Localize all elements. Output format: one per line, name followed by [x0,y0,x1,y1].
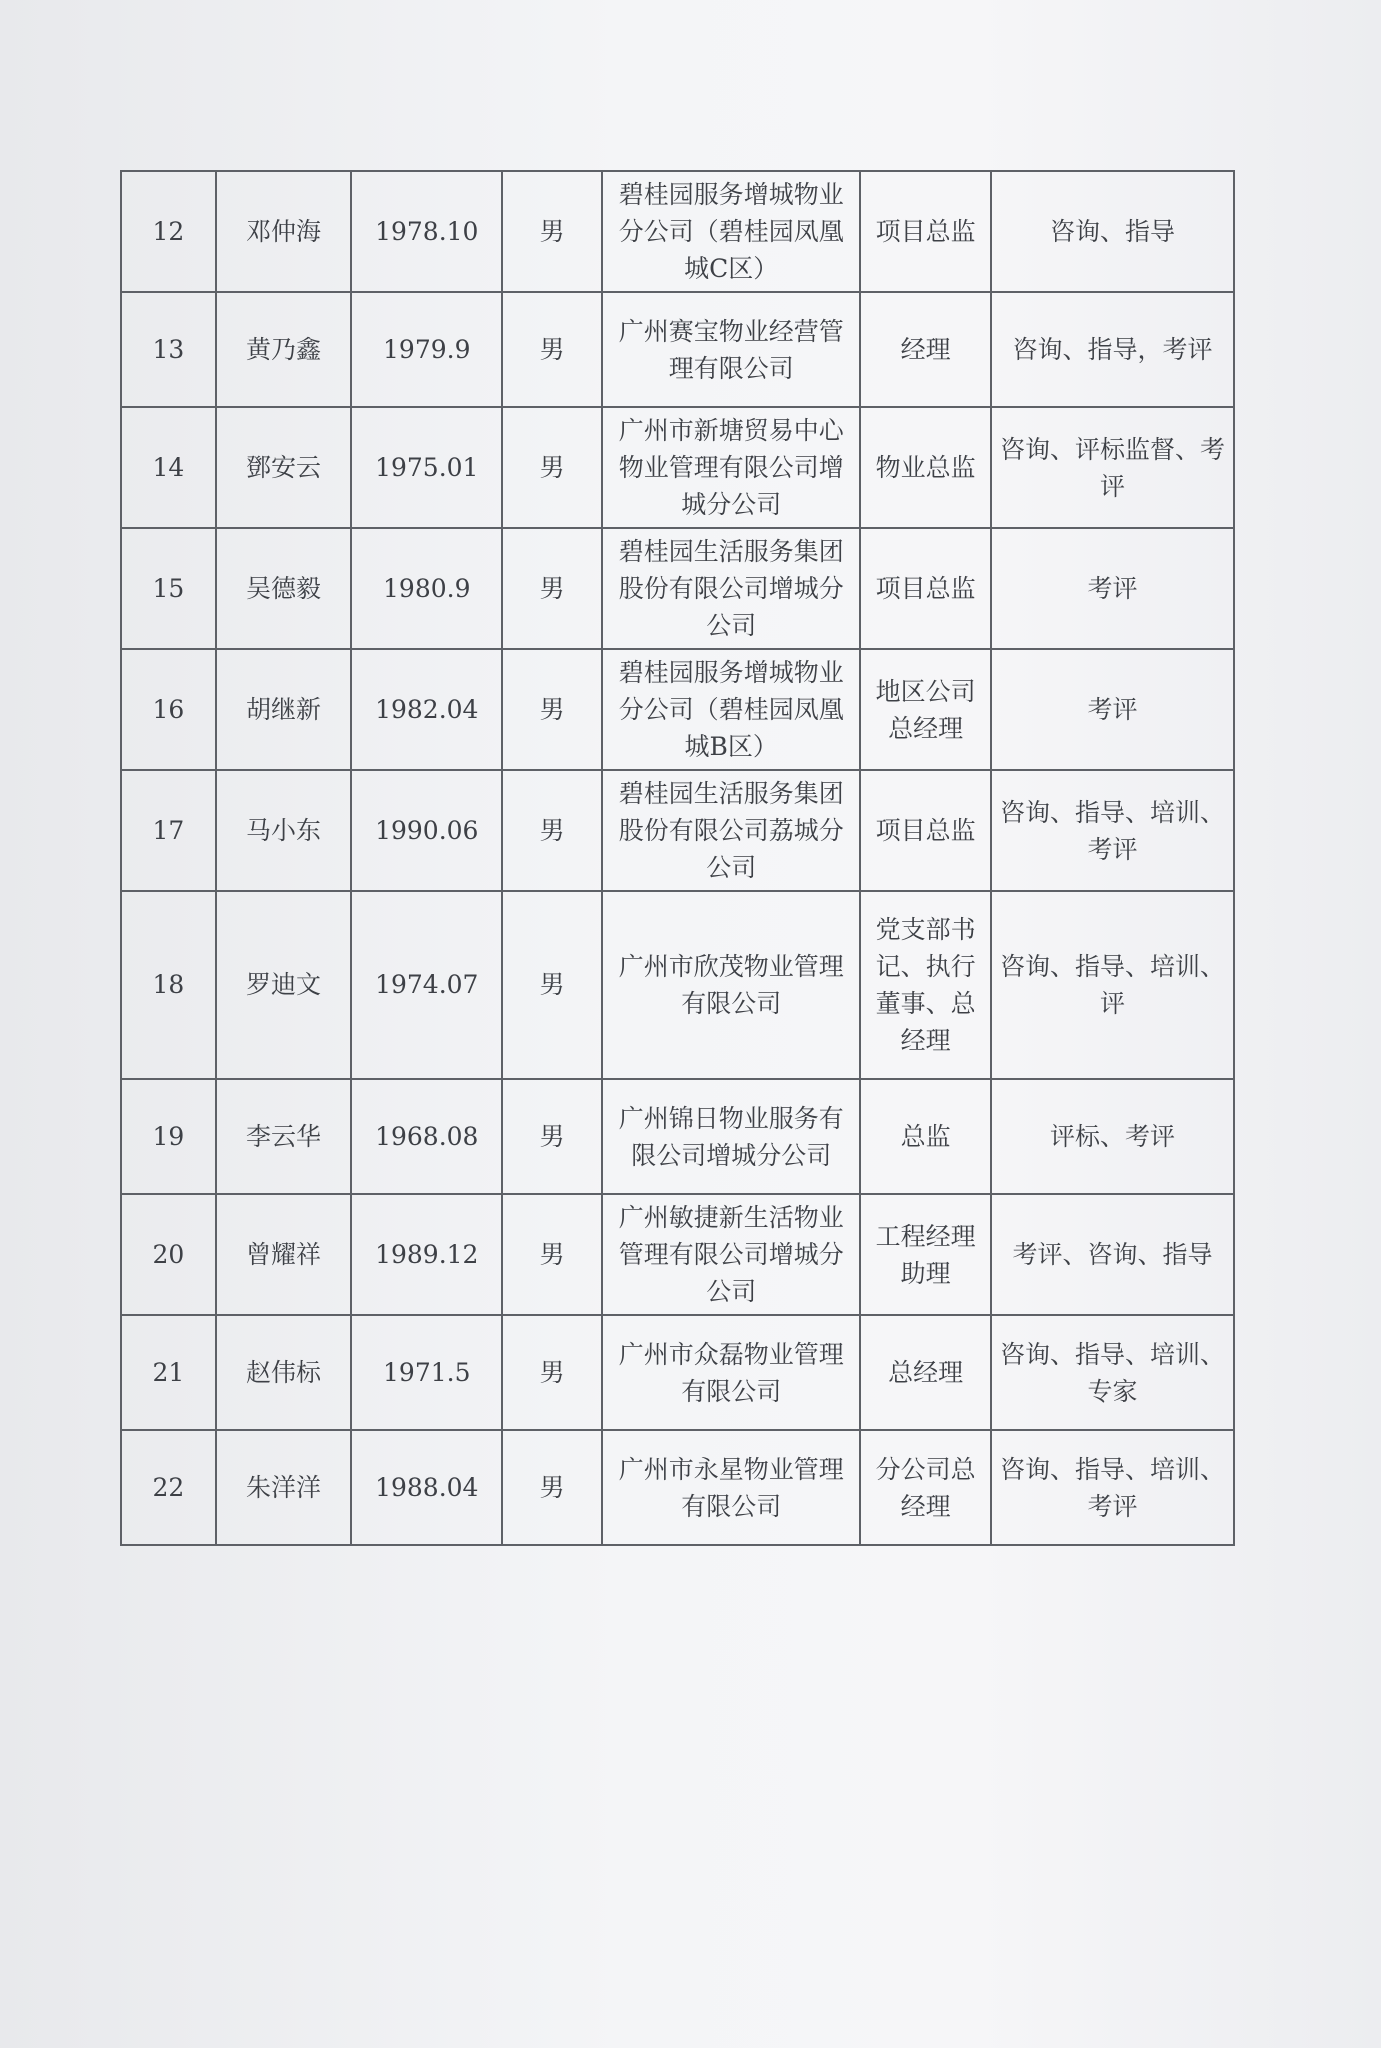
position: 项目总监 [860,770,991,891]
table-row [121,1315,1234,1430]
position: 经理 [860,292,991,407]
person-name: 赵伟标 [216,1315,352,1430]
birth-date: 1975.01 [351,407,502,528]
position: 项目总监 [860,171,991,292]
expert-role: 考评、咨询、指导 [991,1194,1234,1315]
person-name: 黄乃鑫 [216,292,352,407]
company: 广州赛宝物业经营管理有限公司 [602,292,860,407]
row-number: 14 [121,407,216,528]
expert-role: 咨询、指导、培训、考评 [991,770,1234,891]
company: 碧桂园服务增城物业分公司（碧桂园凤凰城B区） [602,649,860,770]
row-number: 20 [121,1194,216,1315]
table-row [121,1430,1234,1545]
row-number: 15 [121,528,216,649]
company: 广州敏捷新生活物业管理有限公司增城分公司 [602,1194,860,1315]
row-number: 13 [121,292,216,407]
company: 碧桂园服务增城物业分公司（碧桂园凤凰城C区） [602,171,860,292]
row-number: 17 [121,770,216,891]
expert-role: 评标、考评 [991,1079,1234,1194]
birth-date: 1980.9 [351,528,502,649]
birth-date: 1982.04 [351,649,502,770]
birth-date: 1974.07 [351,891,502,1079]
position: 党支部书记、执行董事、总经理 [860,891,991,1079]
gender: 男 [502,891,602,1079]
company: 广州市众磊物业管理有限公司 [602,1315,860,1430]
expert-role: 考评 [991,528,1234,649]
company: 广州市永星物业管理有限公司 [602,1430,860,1545]
person-name: 朱洋洋 [216,1430,352,1545]
company: 广州锦日物业服务有限公司增城分公司 [602,1079,860,1194]
expert-role: 考评 [991,649,1234,770]
birth-date: 1968.08 [351,1079,502,1194]
expert-table-container [120,170,1235,1546]
person-name: 吴德毅 [216,528,352,649]
gender: 男 [502,770,602,891]
table-row [121,1079,1234,1194]
birth-date: 1971.5 [351,1315,502,1430]
table-row [121,407,1234,528]
gender: 男 [502,1430,602,1545]
gender: 男 [502,1079,602,1194]
row-number: 16 [121,649,216,770]
company: 广州市欣茂物业管理有限公司 [602,891,860,1079]
row-number: 18 [121,891,216,1079]
position: 地区公司总经理 [860,649,991,770]
gender: 男 [502,649,602,770]
expert-role: 咨询、指导 [991,171,1234,292]
birth-date: 1979.9 [351,292,502,407]
person-name: 胡继新 [216,649,352,770]
gender: 男 [502,171,602,292]
birth-date: 1978.10 [351,171,502,292]
expert-role: 咨询、指导、培训、专家 [991,1315,1234,1430]
person-name: 鄧安云 [216,407,352,528]
birth-date: 1988.04 [351,1430,502,1545]
person-name: 曾耀祥 [216,1194,352,1315]
company: 碧桂园生活服务集团股份有限公司增城分公司 [602,528,860,649]
gender: 男 [502,1315,602,1430]
company: 广州市新塘贸易中心物业管理有限公司增城分公司 [602,407,860,528]
gender: 男 [502,407,602,528]
expert-role: 咨询、评标监督、考评 [991,407,1234,528]
expert-role: 咨询、指导，考评 [991,292,1234,407]
table-row [121,1194,1234,1315]
table-row [121,292,1234,407]
table-row [121,171,1234,292]
table-row [121,528,1234,649]
position: 总监 [860,1079,991,1194]
position: 分公司总经理 [860,1430,991,1545]
row-number: 19 [121,1079,216,1194]
expert-table [120,170,1235,1546]
table-row [121,770,1234,891]
person-name: 罗迪文 [216,891,352,1079]
position: 总经理 [860,1315,991,1430]
company: 碧桂园生活服务集团股份有限公司荔城分公司 [602,770,860,891]
expert-role: 咨询、指导、培训、考评 [991,1430,1234,1545]
birth-date: 1989.12 [351,1194,502,1315]
position: 工程经理助理 [860,1194,991,1315]
row-number: 22 [121,1430,216,1545]
person-name: 李云华 [216,1079,352,1194]
gender: 男 [502,1194,602,1315]
gender: 男 [502,292,602,407]
position: 项目总监 [860,528,991,649]
table-row [121,649,1234,770]
person-name: 马小东 [216,770,352,891]
position: 物业总监 [860,407,991,528]
birth-date: 1990.06 [351,770,502,891]
person-name: 邓仲海 [216,171,352,292]
row-number: 12 [121,171,216,292]
row-number: 21 [121,1315,216,1430]
gender: 男 [502,528,602,649]
expert-role: 咨询、指导、培训、评 [991,891,1234,1079]
table-row [121,891,1234,1079]
